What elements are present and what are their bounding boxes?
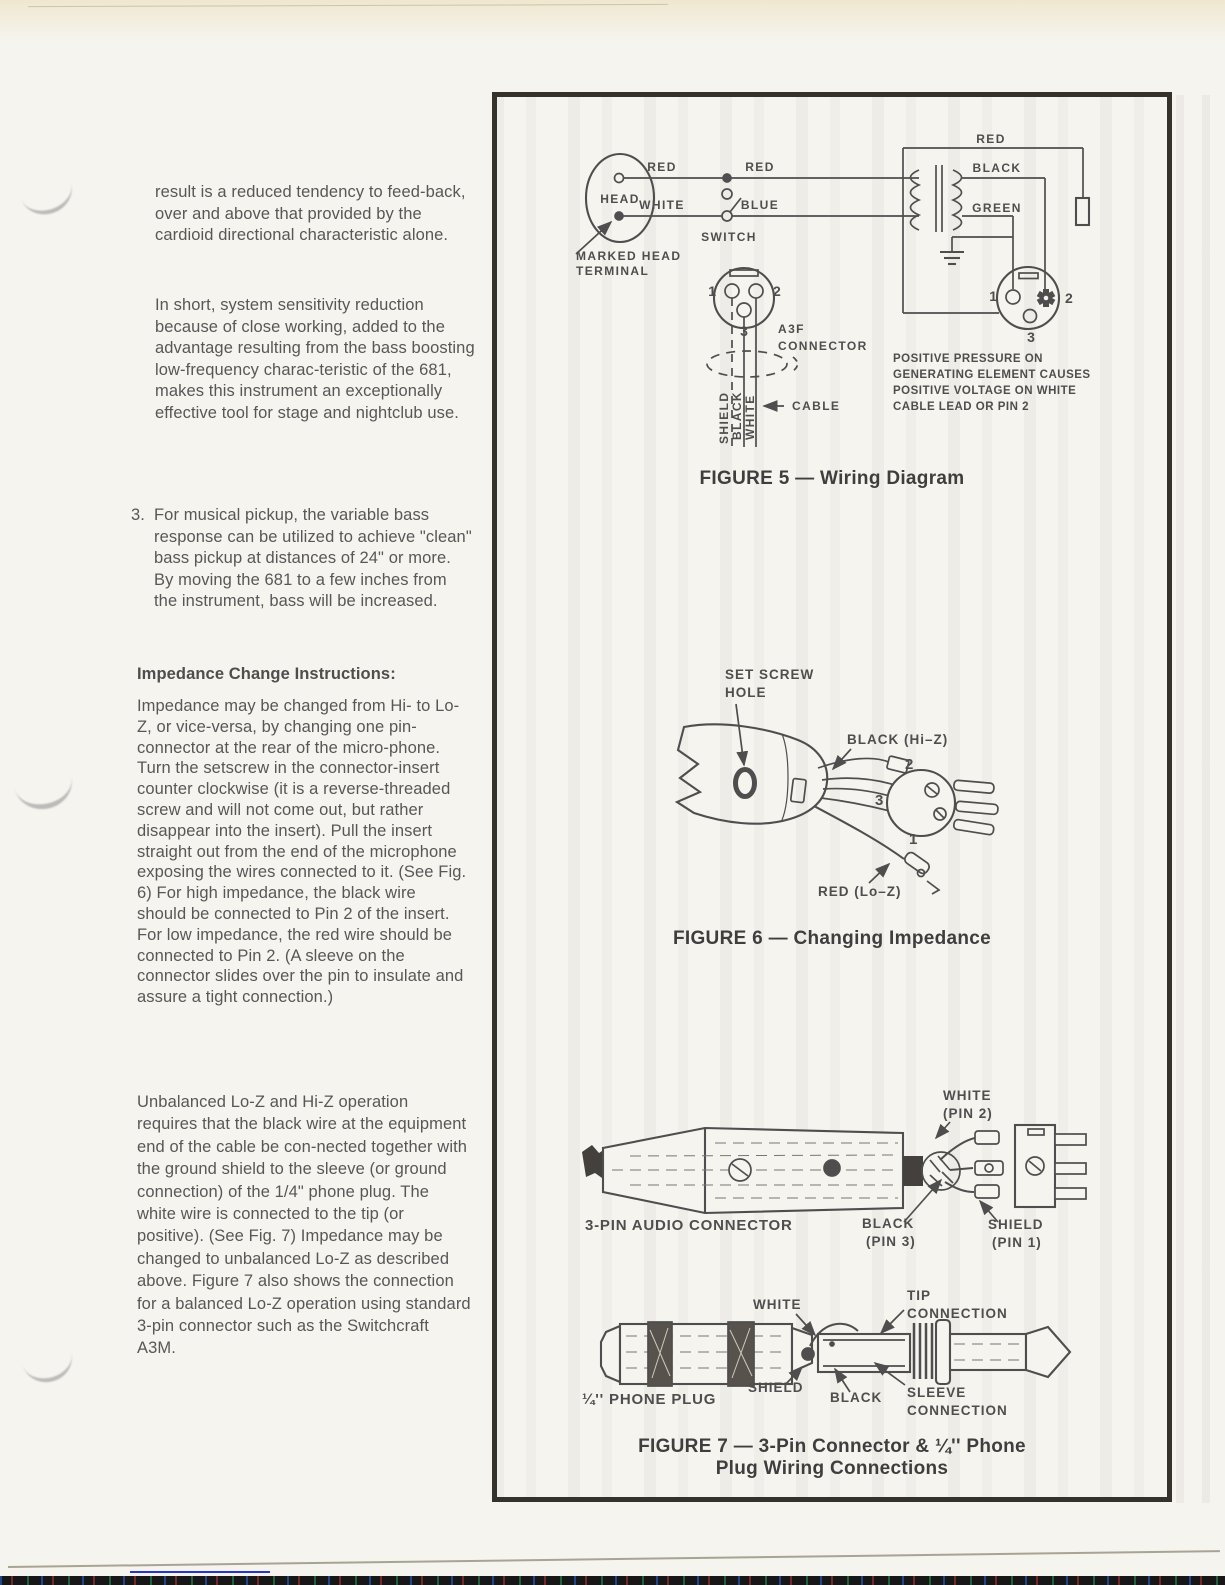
marked-head-label-1: MARKED HEAD: [576, 249, 682, 263]
a3f-label-1: A3F: [778, 322, 805, 336]
pin2-label: 2: [905, 756, 914, 773]
set-screw-hole: [736, 770, 755, 797]
paragraph-impedance-change: Impedance may be changed from Hi- to Lo-Z, or vice-versa, by changing one pin-connector at the rear of the micro-phone. Turn the setscrew in the connector-insert counter clockwise (it is a reverse-threaded screw and will not come out, but rather disappear into the insert). Pull the insert straight out from the end of the microphone exposing the wires connected to it. (See Fig. 6) For high impedance, the black wire should be connected to Pin 2 of the insert. For low impedance, the red wire should be connected to Pin 2. (A sleeve on the connector slides over the pin to insulate and assure a tight connection.): [137, 697, 467, 1007]
marked-head-label-2: TERMINAL: [576, 264, 650, 278]
flange: [936, 1320, 950, 1384]
figure-box: [492, 92, 1172, 1502]
figure6-changing-impedance: [632, 652, 1052, 952]
tip-label-1: TIP: [907, 1288, 932, 1303]
red-label-top: RED: [976, 132, 1006, 146]
phone-plug-label: ¼'' PHONE PLUG: [582, 1391, 717, 1408]
shield-pin1-label-1: SHIELD: [988, 1217, 1044, 1232]
figure5-wiring-diagram: [492, 112, 1172, 512]
white-pin2-arrow: [936, 1122, 950, 1138]
black-hiz-label: BLACK (Hi–Z): [847, 732, 949, 747]
cable-jacket-tail: [793, 357, 798, 371]
scan-noise-bar: [0, 1576, 1225, 1585]
left-pin2-label: 2: [773, 283, 781, 299]
white-pin2-label-1: WHITE: [943, 1088, 992, 1103]
connector-insert: [887, 770, 998, 836]
right-pin3-hole: [1024, 310, 1037, 323]
right-pin3-label: 3: [1027, 329, 1035, 345]
left-pin3-hole: [737, 303, 751, 317]
margin-smudge: [14, 161, 78, 221]
paragraph-feedback: result is a reduced tendency to feed-back, over and above that provided by the cardioid directional characteristic alone.: [155, 183, 466, 244]
right-pin2-label: 2: [1065, 290, 1073, 306]
paragraph-unbalanced-operation: Unbalanced Lo-Z and Hi-Z operation requires that the black wire at the equipment end of the cable be con-nected together with the ground shield to the sleeve (or ground connection) of the 1/4" phone plug. The white wire is connected to the tip (or positive). (See Fig. 7) Impedance may be changed to unbalanced Lo-Z as described above. Figure 7 also shows the connection for a balanced Lo-Z operation using standard 3-pin connector such as the Switchcraft A3M.: [137, 1093, 471, 1358]
margin-smudge: [9, 751, 77, 815]
head-label: HEAD: [600, 192, 640, 206]
pressure-note-1: POSITIVE PRESSURE ON: [893, 353, 1043, 365]
vent-hole: [824, 1160, 840, 1176]
switch-contact-upper: [722, 189, 732, 199]
a3f-label-2: CONNECTOR: [778, 339, 868, 353]
left-pin1-label: 1: [708, 283, 716, 299]
red-wire-lug: [903, 851, 939, 894]
figure6-caption: FIGURE 6 — Changing Impedance: [672, 928, 991, 949]
transformer: [911, 165, 962, 232]
cable-label: CABLE: [792, 399, 841, 413]
plug-barrel: [620, 1324, 792, 1384]
switch-label: SWITCH: [701, 230, 757, 244]
switch-contact-lower: [722, 211, 732, 221]
red-label-left: RED: [647, 160, 677, 174]
audio-connector-label: 3-PIN AUDIO CONNECTOR: [585, 1217, 793, 1234]
switch-junction-dot: [723, 174, 731, 182]
white-wire-label: WHITE: [743, 394, 757, 440]
red-loz-label: RED (Lo–Z): [818, 884, 902, 899]
set-screw-label-2: HOLE: [725, 685, 767, 700]
figure7-caption-line1: FIGURE 7 — 3-Pin Connector & ¼'' Phone: [638, 1436, 1026, 1457]
paragraph-system-sensitivity: In short, system sensitivity reduction because of close working, added to the advantage resulting from the bass boosting low-frequency charac-teristic of the 681, makes this instrument an exceptionally effective tool for stage and nightclub use.: [155, 296, 475, 422]
figure5-caption: FIGURE 5 — Wiring Diagram: [699, 468, 965, 489]
right-pin2-gear-icon: [1037, 289, 1056, 307]
set-screw-arrow: [736, 704, 744, 765]
tip-label-2: CONNECTION: [907, 1306, 1008, 1321]
cable-jacket-dashed: [707, 351, 787, 377]
pressure-note-4: CABLE LEAD OR PIN 2: [893, 401, 1030, 413]
cable-collar: [903, 1156, 923, 1186]
margin-smudge: [17, 1330, 77, 1387]
switch-lever: [730, 198, 741, 212]
ground-symbol-icon: [940, 237, 1013, 264]
white-wire-top: [940, 1138, 975, 1160]
list-item-3: [131, 505, 475, 613]
body-latch: [791, 778, 807, 802]
black-pin3-label-1: BLACK: [862, 1216, 915, 1231]
right-pin1-label: 1: [989, 288, 997, 304]
shield-pin1-label-2: (PIN 1): [992, 1235, 1042, 1250]
figure7-caption-line2: Plug Wiring Connections: [715, 1458, 949, 1479]
pin-block: [1015, 1125, 1086, 1207]
pin3-label: 3: [875, 792, 884, 809]
threaded-collar: [914, 1323, 932, 1379]
sleeve-label-2: CONNECTION: [907, 1403, 1008, 1418]
plug-tip: [1026, 1327, 1070, 1377]
red-loz-arrow: [869, 864, 889, 883]
pin1-label: 1: [909, 831, 918, 848]
blue-pen-mark: [130, 1571, 270, 1573]
white-label: WHITE: [753, 1297, 802, 1312]
shield-braid: [922, 1152, 960, 1190]
plug-cap: [601, 1326, 620, 1382]
sleeve-label-1: SLEEVE: [907, 1385, 967, 1400]
set-screw-label-1: SET SCREW: [725, 667, 815, 682]
black-wire-mid: [950, 1168, 973, 1170]
left-pin1-hole: [725, 284, 739, 298]
black-pin3-label-2: (PIN 3): [866, 1234, 916, 1249]
white-pin2-label-2: (PIN 2): [943, 1106, 993, 1121]
shield-label: SHIELD: [748, 1380, 804, 1395]
list-item-number: 3.: [131, 506, 145, 524]
list-item-text: For musical pickup, the variable bass response can be utilized to achieve "clean" bass pickup at distances of 24" or more. By moving the 681 to a few inches from the instrument, bass will be increased.: [154, 506, 472, 610]
pressure-note-2: GENERATING ELEMENT CAUSES: [893, 369, 1091, 381]
black-wire-label: BLACK: [730, 391, 744, 440]
head-terminal-top: [615, 174, 624, 183]
green-label: GREEN: [972, 201, 1022, 215]
tip-arrow: [881, 1310, 904, 1333]
red-label-mid: RED: [745, 160, 775, 174]
left-pin2-hole: [749, 284, 763, 298]
shield-wire-label: SHIELD: [717, 391, 731, 444]
black-hiz-arrow: [833, 749, 851, 769]
scan-streaks: [1176, 95, 1225, 1503]
right-pin1-hole: [1006, 290, 1020, 304]
scan-fold-line: [28, 4, 668, 7]
black-label: BLACK: [830, 1390, 883, 1405]
shield-wire-bot: [945, 1182, 974, 1192]
white-label: WHITE: [639, 198, 685, 212]
impedance-heading: Impedance Change Instructions:: [137, 665, 396, 683]
black-label: BLACK: [972, 161, 1022, 175]
head-terminal-marked: [615, 212, 623, 220]
page-edge-line: [8, 1550, 1220, 1568]
pressure-note-3: POSITIVE VOLTAGE ON WHITE: [893, 385, 1077, 397]
body-seam: [782, 734, 788, 820]
left-pin3-label: 3: [740, 323, 748, 339]
plug-shaft: [950, 1334, 1026, 1370]
figure7-connector-and-plug: [570, 1080, 1090, 1420]
blue-label: BLUE: [740, 198, 780, 212]
